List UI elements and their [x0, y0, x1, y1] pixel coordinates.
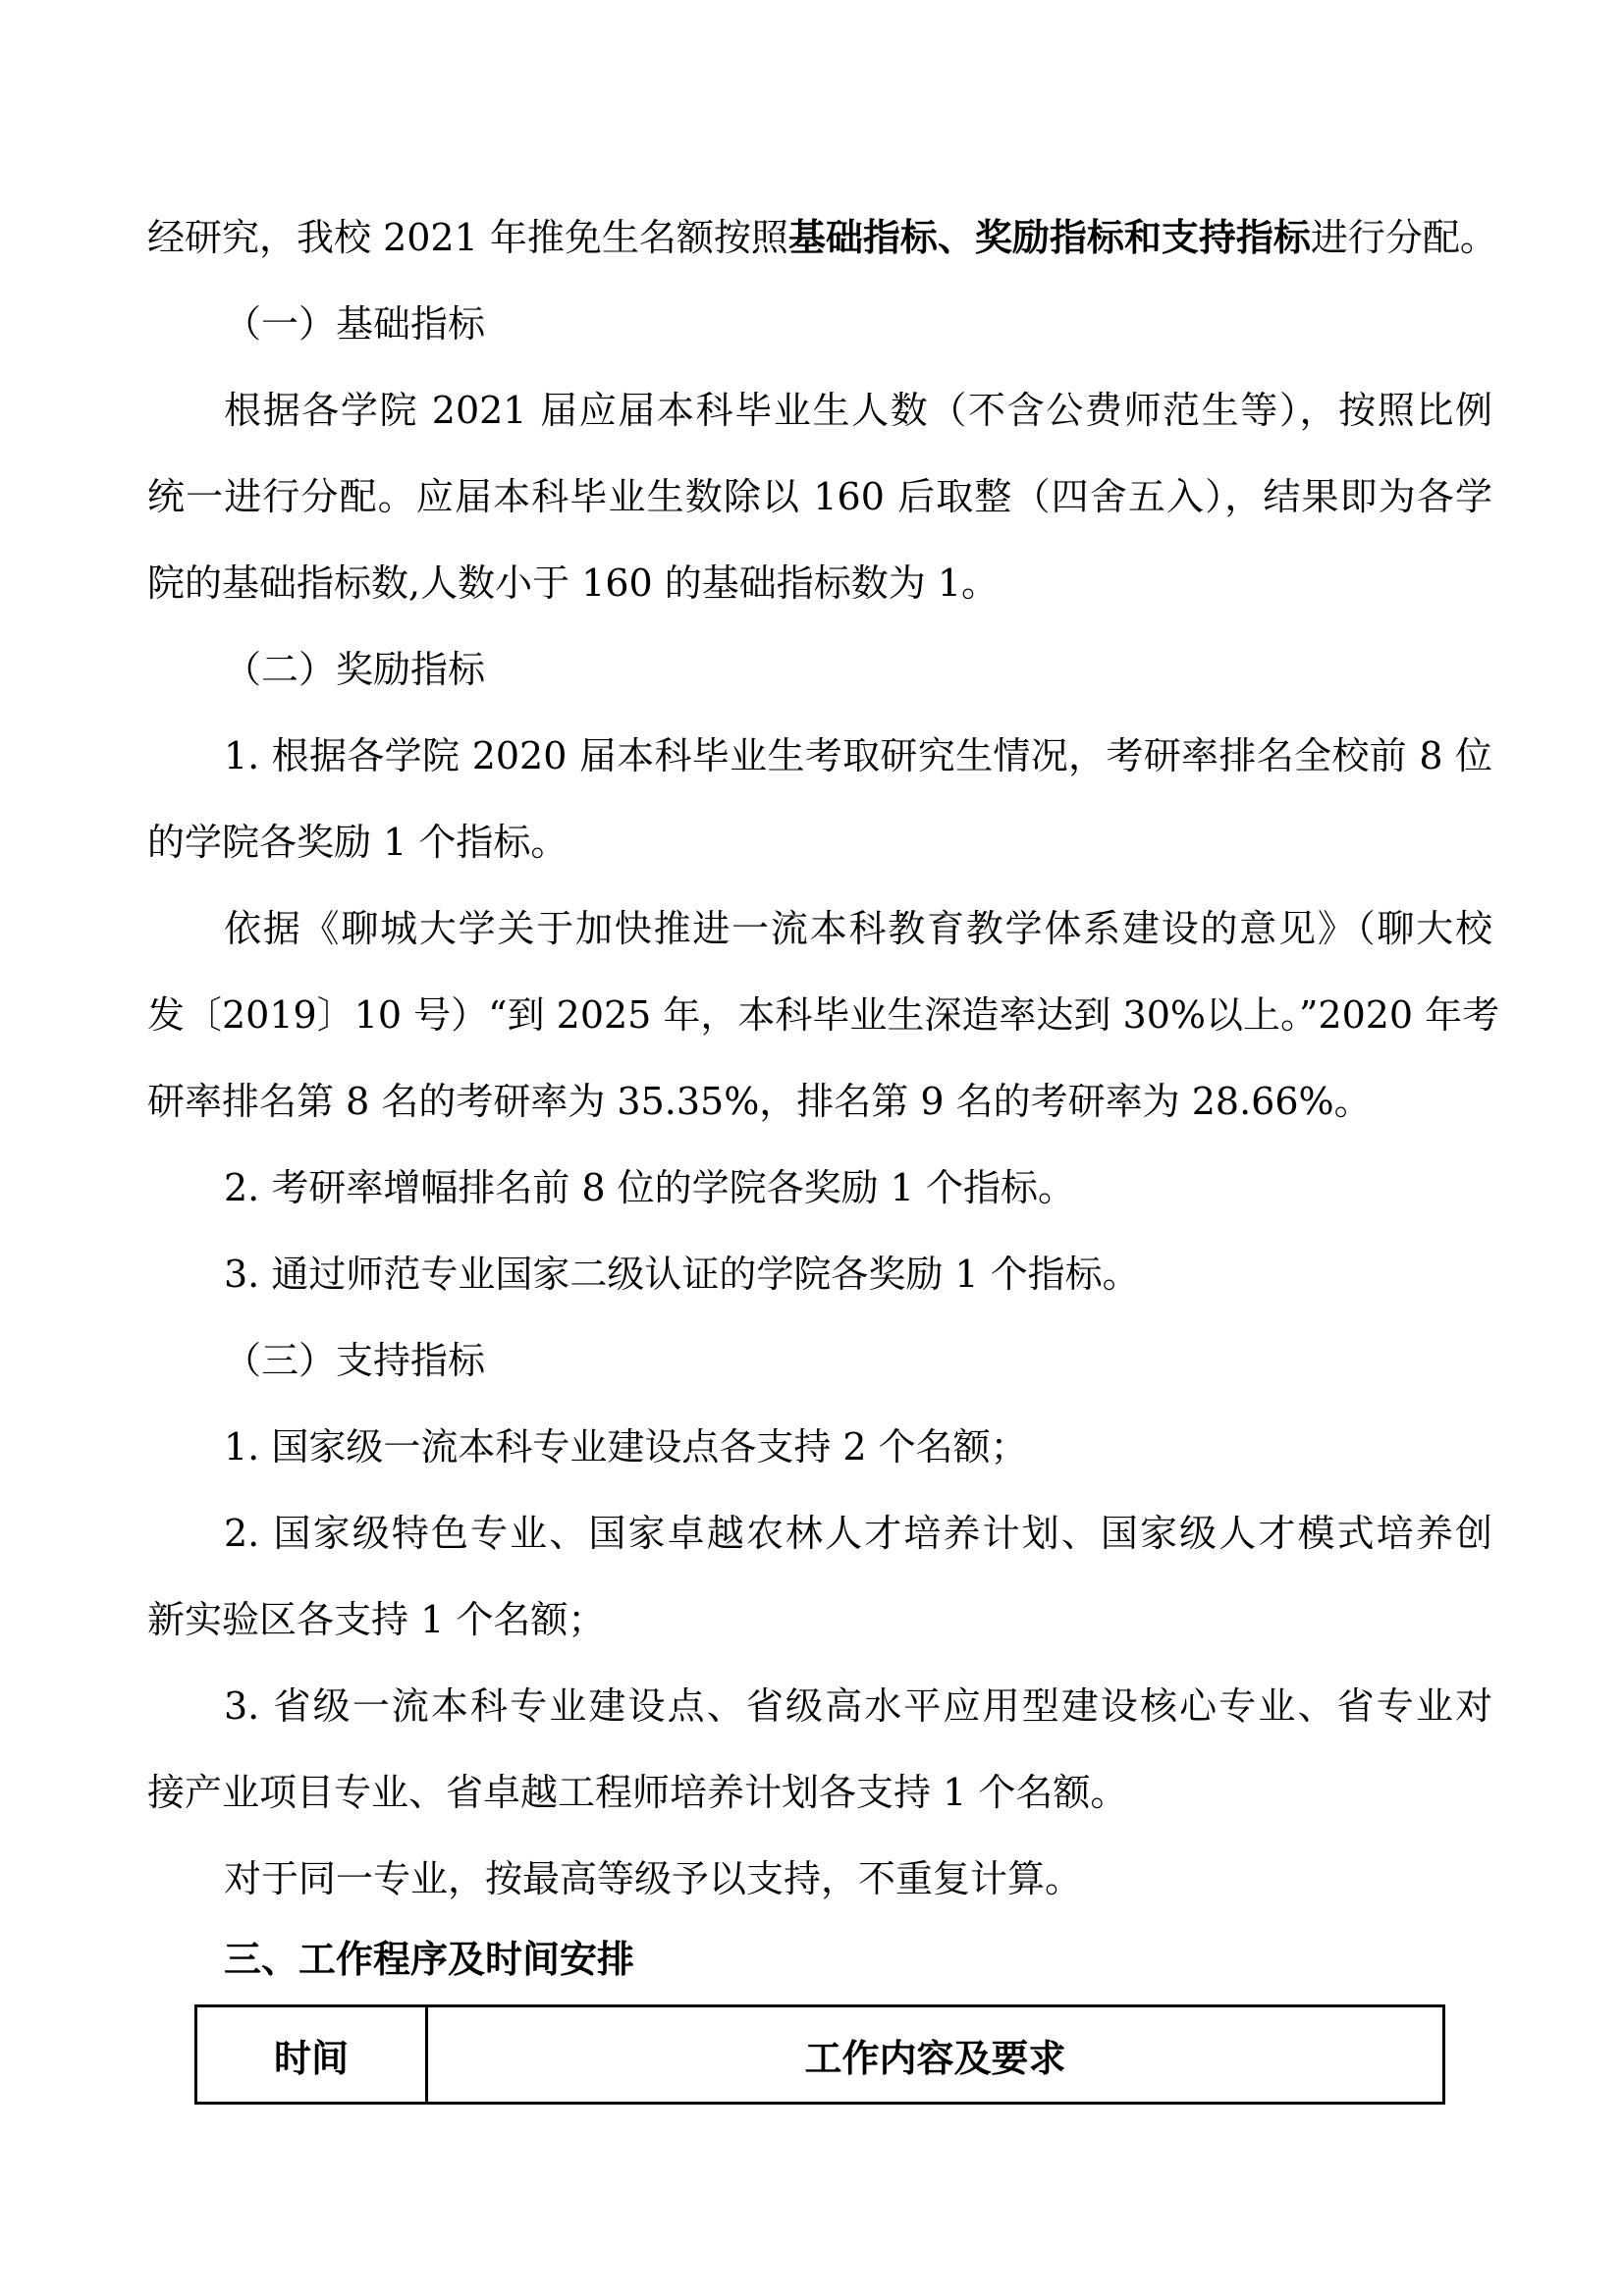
support-item2-line: 新实验区各支持 1 个名额； — [147, 1598, 606, 1641]
basic-indicator-line: 统一进行分配。应届本科毕业生数除以 160 后取整（四舍五入），结果即为各学 — [147, 475, 1492, 518]
support-item3-line: 3. 省级一流本科专业建设点、省级高水平应用型建设核心专业、省专业对 — [224, 1684, 1492, 1728]
reward-basis-line: 依据《聊城大学关于加快推进一流本科教育教学体系建设的意见》（聊大校 — [224, 907, 1492, 950]
reward-item1-line: 1. 根据各学院 2020 届本科毕业生考取研究生情况，考研率排名全校前 8 位 — [224, 734, 1492, 777]
reward-item3: 3. 通过师范专业国家二级认证的学院各奖励 1 个指标。 — [224, 1253, 1140, 1296]
support-item3-line: 接产业项目专业、省卓越工程师培养计划各支持 1 个名额。 — [147, 1771, 1128, 1814]
reward-basis-line: 发〔2019〕10 号）“到 2025 年，本科毕业生深造率达到 30%以上。”2020 年考 — [147, 993, 1500, 1037]
reward-indicator-heading: （二）奖励指标 — [224, 648, 486, 691]
support-note: 对于同一专业，按最高等级予以支持，不重复计算。 — [224, 1857, 1083, 1900]
schedule-table — [194, 2004, 1445, 2105]
intro-emphasis: 基础指标、奖励指标和支持指标 — [787, 216, 1311, 259]
table-header-content: 工作内容及要求 — [427, 2006, 1444, 2104]
support-item2-line: 2. 国家级特色专业、国家卓越农林人才培养计划、国家级人才模式培养创 — [224, 1512, 1492, 1555]
reward-item2: 2. 考研率增幅排名前 8 位的学院各奖励 1 个指标。 — [224, 1166, 1076, 1209]
intro-prefix: 经研究，我校 2021 年推免生名额按照 — [147, 216, 788, 259]
table-header-time: 时间 — [196, 2006, 427, 2104]
section3-heading: 三、工作程序及时间安排 — [224, 1938, 635, 1981]
intro-suffix: 进行分配。 — [1310, 216, 1497, 259]
reward-item1-line: 的学院各奖励 1 个指标。 — [147, 821, 568, 864]
table-header-row — [196, 2006, 1444, 2104]
intro-paragraph — [147, 212, 1497, 263]
basic-indicator-line: 院的基础指标数,人数小于 160 的基础指标数为 1。 — [147, 561, 1000, 605]
support-item1: 1. 国家级一流本科专业建设点各支持 2 个名额； — [224, 1425, 1028, 1468]
basic-indicator-heading: （一）基础指标 — [224, 302, 486, 346]
support-indicator-heading: （三）支持指标 — [224, 1339, 486, 1382]
reward-basis-line: 研率排名第 8 名的考研率为 35.35%，排名第 9 名的考研率为 28.66%。 — [147, 1080, 1372, 1123]
basic-indicator-line: 根据各学院 2021 届应届本科毕业生人数（不含公费师范生等），按照比例 — [224, 389, 1492, 432]
